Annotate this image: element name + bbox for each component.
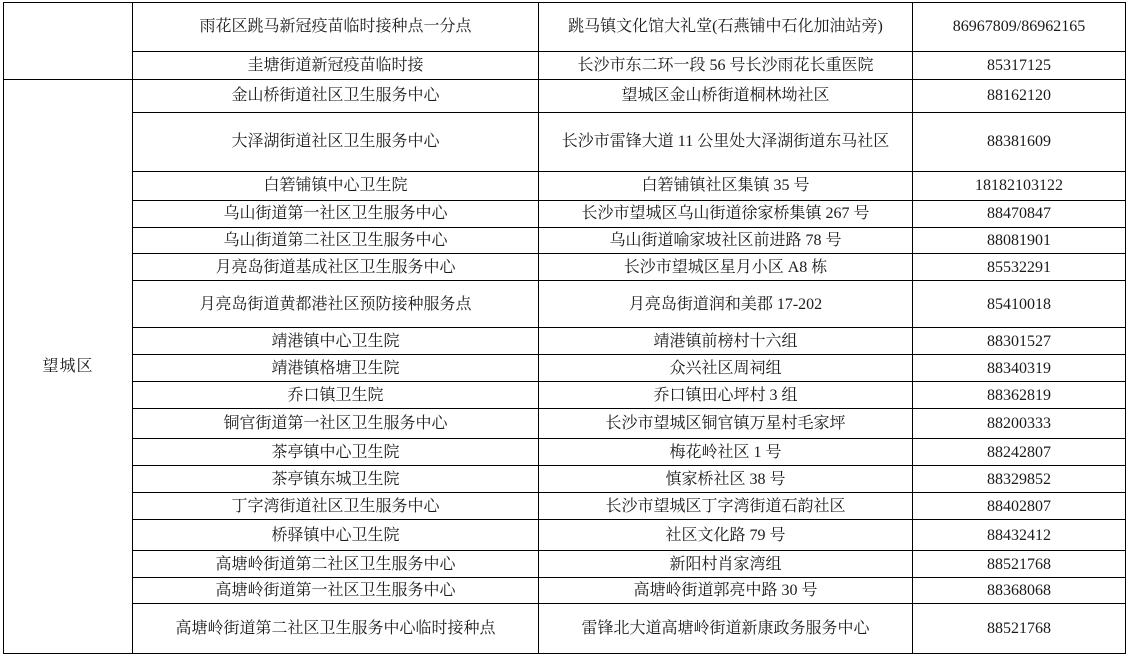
site-name-cell: 高塘岭街道第二社区卫生服务中心 (133, 551, 539, 578)
table-row (4, 439, 1126, 466)
address-cell: 白箬铺镇社区集镇 35 号 (539, 172, 913, 201)
site-name-cell: 白箬铺镇中心卫生院 (133, 172, 539, 201)
phone-cell: 88381609 (913, 113, 1126, 172)
site-name-cell: 月亮岛街道黄都港社区预防接种服务点 (133, 281, 539, 328)
table-row (4, 409, 1126, 439)
phone-cell: 86967809/86962165 (913, 3, 1126, 52)
table-row (4, 328, 1126, 355)
table-row (4, 520, 1126, 551)
vaccination-sites-table (3, 2, 1126, 654)
phone-cell: 88162120 (913, 80, 1126, 113)
table-row (4, 493, 1126, 520)
phone-cell: 85410018 (913, 281, 1126, 328)
phone-cell: 88402807 (913, 493, 1126, 520)
table-row (4, 254, 1126, 281)
site-name-cell: 靖港镇格塘卫生院 (133, 355, 539, 382)
phone-cell: 88470847 (913, 201, 1126, 228)
table-row (4, 382, 1126, 409)
site-name-cell: 乌山街道第二社区卫生服务中心 (133, 228, 539, 254)
table-row (4, 172, 1126, 201)
phone-cell: 88340319 (913, 355, 1126, 382)
site-name-cell: 金山桥街道社区卫生服务中心 (133, 80, 539, 113)
address-cell: 跳马镇文化馆大礼堂(石燕铺中石化加油站旁) (539, 3, 913, 52)
address-cell: 新阳村肖家湾组 (539, 551, 913, 578)
phone-cell: 88200333 (913, 409, 1126, 439)
address-cell: 众兴社区周祠组 (539, 355, 913, 382)
address-cell: 靖港镇前榜村十六组 (539, 328, 913, 355)
table-row (4, 52, 1126, 80)
address-cell: 长沙市望城区星月小区 A8 栋 (539, 254, 913, 281)
phone-cell: 85532291 (913, 254, 1126, 281)
phone-cell: 88362819 (913, 382, 1126, 409)
district-cell (4, 3, 133, 80)
site-name-cell: 乔口镇卫生院 (133, 382, 539, 409)
table-row (4, 113, 1126, 172)
address-cell: 长沙市雷锋大道 11 公里处大泽湖街道东马社区 (539, 113, 913, 172)
site-name-cell: 铜官街道第一社区卫生服务中心 (133, 409, 539, 439)
address-cell: 乔口镇田心坪村 3 组 (539, 382, 913, 409)
address-cell: 乌山街道喻家坡社区前进路 78 号 (539, 228, 913, 254)
table-row (4, 604, 1126, 654)
site-name-cell: 圭塘街道新冠疫苗临时接 (133, 52, 539, 80)
table-row (4, 578, 1126, 604)
address-cell: 望城区金山桥街道桐林坳社区 (539, 80, 913, 113)
address-cell: 长沙市望城区铜官镇万星村毛家坪 (539, 409, 913, 439)
site-name-cell: 雨花区跳马新冠疫苗临时接种点一分点 (133, 3, 539, 52)
address-cell: 高塘岭街道郭亮中路 30 号 (539, 578, 913, 604)
site-name-cell: 大泽湖街道社区卫生服务中心 (133, 113, 539, 172)
phone-cell: 18182103122 (913, 172, 1126, 201)
table-row (4, 466, 1126, 493)
site-name-cell: 靖港镇中心卫生院 (133, 328, 539, 355)
phone-cell: 88329852 (913, 466, 1126, 493)
table-row (4, 228, 1126, 254)
table-row (4, 551, 1126, 578)
table-row (4, 80, 1126, 113)
address-cell: 长沙市望城区丁字湾街道石韵社区 (539, 493, 913, 520)
table-row (4, 355, 1126, 382)
site-name-cell: 桥驿镇中心卫生院 (133, 520, 539, 551)
table-row (4, 3, 1126, 52)
phone-cell: 88081901 (913, 228, 1126, 254)
site-name-cell: 高塘岭街道第二社区卫生服务中心临时接种点 (133, 604, 539, 654)
phone-cell: 88521768 (913, 604, 1126, 654)
site-name-cell: 月亮岛街道基成社区卫生服务中心 (133, 254, 539, 281)
site-name-cell: 茶亭镇中心卫生院 (133, 439, 539, 466)
address-cell: 月亮岛街道润和美郡 17-202 (539, 281, 913, 328)
table-row (4, 201, 1126, 228)
site-name-cell: 高塘岭街道第一社区卫生服务中心 (133, 578, 539, 604)
address-cell: 长沙市东二环一段 56 号长沙雨花长重医院 (539, 52, 913, 80)
phone-cell: 88242807 (913, 439, 1126, 466)
phone-cell: 85317125 (913, 52, 1126, 80)
site-name-cell: 茶亭镇东城卫生院 (133, 466, 539, 493)
address-cell: 慎家桥社区 38 号 (539, 466, 913, 493)
address-cell: 梅花岭社区 1 号 (539, 439, 913, 466)
site-name-cell: 乌山街道第一社区卫生服务中心 (133, 201, 539, 228)
table-row (4, 281, 1126, 328)
site-name-cell: 丁字湾街道社区卫生服务中心 (133, 493, 539, 520)
district-cell: 望城区 (4, 80, 133, 654)
address-cell: 长沙市望城区乌山街道徐家桥集镇 267 号 (539, 201, 913, 228)
address-cell: 雷锋北大道高塘岭街道新康政务服务中心 (539, 604, 913, 654)
phone-cell: 88521768 (913, 551, 1126, 578)
address-cell: 社区文化路 79 号 (539, 520, 913, 551)
phone-cell: 88368068 (913, 578, 1126, 604)
phone-cell: 88301527 (913, 328, 1126, 355)
phone-cell: 88432412 (913, 520, 1126, 551)
